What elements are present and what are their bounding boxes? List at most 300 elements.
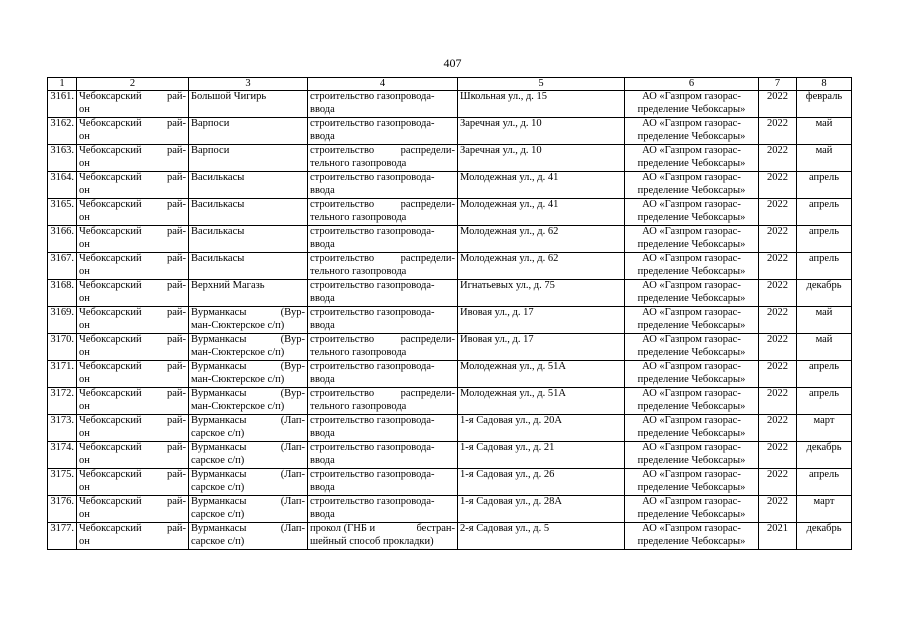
table-row: [48, 145, 852, 172]
address-cell: 2-я Садовая ул., д. 5: [458, 523, 625, 550]
organization-line-2: пределение Чебоксары»: [637, 265, 746, 277]
district-word: Чебоксарский: [79, 469, 142, 480]
settlement-cell: [189, 199, 308, 226]
organization-cell: [625, 145, 759, 172]
settlement-cell: [189, 280, 308, 307]
district-word: Чебоксарский: [79, 523, 142, 534]
year-cell: 2022: [759, 199, 797, 226]
address-cell: Ивовая ул., д. 17: [458, 334, 625, 361]
settlement-cell: [189, 388, 308, 415]
year-cell: 2021: [759, 523, 797, 550]
district-line-2: он: [79, 238, 90, 250]
settlement-line-2: сарское с/п): [191, 481, 245, 493]
work-type-cell: [308, 280, 458, 307]
row-number: 3176.: [48, 496, 77, 523]
month-cell: апрель: [797, 226, 852, 253]
work-type-line-1: строительство: [310, 388, 375, 399]
row-number: 3173.: [48, 415, 77, 442]
district-cell: [77, 361, 189, 388]
district-line-2: он: [79, 184, 90, 196]
row-number: 3166.: [48, 226, 77, 253]
settlement-name: Вурманкасы: [191, 469, 247, 480]
settlement-name: Вурманкасы: [191, 361, 247, 372]
work-type-line-1-end: распредели-: [400, 199, 455, 210]
district-cell: [77, 442, 189, 469]
address-cell: Молодежная ул., д. 41: [458, 199, 625, 226]
month-cell: март: [797, 415, 852, 442]
row-number: 3177.: [48, 523, 77, 550]
address-cell: 1-я Садовая ул., д. 26: [458, 469, 625, 496]
year-cell: 2022: [759, 307, 797, 334]
settlement-cell: [189, 442, 308, 469]
row-number: 3170.: [48, 334, 77, 361]
table-row: [48, 307, 852, 334]
district-hyphen-part: рай-: [166, 199, 186, 210]
month-cell: апрель: [797, 172, 852, 199]
work-type-line-2: тельного газопровода: [310, 265, 407, 277]
settlement-part: (Лап-: [280, 469, 305, 480]
settlement-line-2: ман-Сюктерское с/п): [191, 346, 285, 358]
settlement-cell: [189, 118, 308, 145]
work-type-line-1: строительство газопровода-: [310, 226, 435, 237]
settlement-line-2: ман-Сюктерское с/п): [191, 373, 285, 385]
district-word: Чебоксарский: [79, 307, 142, 318]
organization-line-2: пределение Чебоксары»: [637, 373, 746, 385]
district-word: Чебоксарский: [79, 334, 142, 345]
settlement-cell: [189, 469, 308, 496]
organization-line-2: пределение Чебоксары»: [637, 454, 746, 466]
row-number: 3169.: [48, 307, 77, 334]
row-number: 3163.: [48, 145, 77, 172]
organization-cell: [625, 469, 759, 496]
organization-line-1: АО «Газпром газорас-: [642, 91, 741, 102]
settlement-line-2: ман-Сюктерское с/п): [191, 319, 285, 331]
organization-line-2: пределение Чебоксары»: [637, 427, 746, 439]
year-cell: 2022: [759, 469, 797, 496]
settlement-cell: [189, 91, 308, 118]
district-cell: [77, 280, 189, 307]
organization-line-2: пределение Чебоксары»: [637, 103, 746, 115]
settlement-part: (Вур-: [280, 388, 305, 399]
organization-cell: [625, 280, 759, 307]
district-hyphen-part: рай-: [166, 118, 186, 129]
district-hyphen-part: рай-: [166, 469, 186, 480]
organization-cell: [625, 118, 759, 145]
organization-line-1: АО «Газпром газорас-: [642, 469, 741, 480]
organization-cell: [625, 172, 759, 199]
settlement-cell: [189, 523, 308, 550]
settlement-part: (Лап-: [280, 442, 305, 453]
month-cell: декабрь: [797, 523, 852, 550]
year-cell: 2022: [759, 361, 797, 388]
settlement-name: Большой Чигирь: [191, 91, 267, 102]
organization-line-1: АО «Газпром газорас-: [642, 226, 741, 237]
organization-line-1: АО «Газпром газорас-: [642, 442, 741, 453]
work-type-line-2: ввода: [310, 292, 335, 304]
work-type-cell: [308, 172, 458, 199]
district-hyphen-part: рай-: [166, 361, 186, 372]
month-cell: декабрь: [797, 280, 852, 307]
work-type-line-2: ввода: [310, 481, 335, 493]
district-line-2: он: [79, 481, 90, 493]
organization-line-1: АО «Газпром газорас-: [642, 307, 741, 318]
organization-cell: [625, 415, 759, 442]
district-word: Чебоксарский: [79, 496, 142, 507]
work-type-cell: [308, 442, 458, 469]
organization-line-2: пределение Чебоксары»: [637, 481, 746, 493]
year-cell: 2022: [759, 118, 797, 145]
organization-line-1: АО «Газпром газорас-: [642, 280, 741, 291]
table-row: [48, 253, 852, 280]
settlement-name: Вурманкасы: [191, 496, 247, 507]
month-cell: апрель: [797, 469, 852, 496]
work-type-line-1: строительство газопровода-: [310, 280, 435, 291]
work-type-cell: [308, 91, 458, 118]
work-type-line-2: ввода: [310, 130, 335, 142]
organization-cell: [625, 388, 759, 415]
district-line-2: он: [79, 319, 90, 331]
district-line-2: он: [79, 373, 90, 385]
organization-line-1: АО «Газпром газорас-: [642, 496, 741, 507]
district-cell: [77, 253, 189, 280]
district-line-2: он: [79, 427, 90, 439]
row-number: 3167.: [48, 253, 77, 280]
address-cell: Игнатьевых ул., д. 75: [458, 280, 625, 307]
district-cell: [77, 199, 189, 226]
work-type-line-1-end: распредели-: [400, 388, 455, 399]
district-word: Чебоксарский: [79, 442, 142, 453]
organization-cell: [625, 199, 759, 226]
table-row: [48, 523, 852, 550]
work-type-cell: [308, 199, 458, 226]
work-type-cell: [308, 388, 458, 415]
address-cell: Молодежная ул., д. 62: [458, 226, 625, 253]
header-col-8: 8: [797, 78, 852, 91]
organization-line-2: пределение Чебоксары»: [637, 292, 746, 304]
settlement-part: (Лап-: [280, 496, 305, 507]
work-type-line-1: строительство газопровода-: [310, 442, 435, 453]
district-line-2: он: [79, 508, 90, 520]
settlement-part: (Вур-: [280, 334, 305, 345]
organization-line-2: пределение Чебоксары»: [637, 130, 746, 142]
work-type-line-2: ввода: [310, 427, 335, 439]
district-line-2: он: [79, 103, 90, 115]
settlement-part: (Вур-: [280, 307, 305, 318]
work-type-line-1: строительство: [310, 145, 375, 156]
work-type-cell: [308, 307, 458, 334]
district-cell: [77, 226, 189, 253]
settlement-part: (Вур-: [280, 361, 305, 372]
address-cell: Ивовая ул., д. 17: [458, 307, 625, 334]
year-cell: 2022: [759, 415, 797, 442]
settlement-name: Василькасы: [191, 199, 245, 210]
work-type-line-1: строительство: [310, 334, 375, 345]
organization-line-1: АО «Газпром газорас-: [642, 145, 741, 156]
settlement-name: Вурманкасы: [191, 334, 247, 345]
district-word: Чебоксарский: [79, 388, 142, 399]
work-type-line-2: тельного газопровода: [310, 400, 407, 412]
settlement-part: (Лап-: [280, 523, 305, 534]
row-number: 3168.: [48, 280, 77, 307]
district-word: Чебоксарский: [79, 118, 142, 129]
work-type-line-1: строительство газопровода-: [310, 307, 435, 318]
district-word: Чебоксарский: [79, 91, 142, 102]
district-cell: [77, 334, 189, 361]
district-line-2: он: [79, 130, 90, 142]
organization-cell: [625, 442, 759, 469]
district-hyphen-part: рай-: [166, 307, 186, 318]
district-word: Чебоксарский: [79, 226, 142, 237]
settlement-line-2: сарское с/п): [191, 508, 245, 520]
district-word: Чебоксарский: [79, 199, 142, 210]
district-word: Чебоксарский: [79, 172, 142, 183]
page-number: 407: [443, 56, 462, 70]
work-type-line-1-end: распредели-: [400, 334, 455, 345]
table-row: [48, 361, 852, 388]
district-word: Чебоксарский: [79, 415, 142, 426]
organization-cell: [625, 523, 759, 550]
address-cell: Молодежная ул., д. 51А: [458, 361, 625, 388]
district-hyphen-part: рай-: [166, 280, 186, 291]
month-cell: апрель: [797, 199, 852, 226]
district-line-2: он: [79, 454, 90, 466]
settlement-cell: [189, 415, 308, 442]
district-hyphen-part: рай-: [166, 496, 186, 507]
row-number: 3162.: [48, 118, 77, 145]
district-line-2: он: [79, 346, 90, 358]
district-word: Чебоксарский: [79, 253, 142, 264]
work-type-line-1: строительство: [310, 199, 375, 210]
address-cell: Молодежная ул., д. 41: [458, 172, 625, 199]
work-type-cell: [308, 496, 458, 523]
district-cell: [77, 307, 189, 334]
district-hyphen-part: рай-: [166, 442, 186, 453]
header-col-5: 5: [458, 78, 625, 91]
table-row: [48, 172, 852, 199]
district-hyphen-part: рай-: [166, 145, 186, 156]
settlement-name: Варпоси: [191, 145, 230, 156]
header-col-3: 3: [189, 78, 308, 91]
table-row: [48, 91, 852, 118]
year-cell: 2022: [759, 442, 797, 469]
address-cell: Молодежная ул., д. 62: [458, 253, 625, 280]
work-type-line-1: строительство газопровода-: [310, 172, 435, 183]
district-cell: [77, 145, 189, 172]
row-number: 3175.: [48, 469, 77, 496]
district-line-2: он: [79, 400, 90, 412]
work-type-line-2: ввода: [310, 184, 335, 196]
settlement-name: Вурманкасы: [191, 388, 247, 399]
district-hyphen-part: рай-: [166, 226, 186, 237]
year-cell: 2022: [759, 334, 797, 361]
district-line-2: он: [79, 157, 90, 169]
work-type-line-2: ввода: [310, 319, 335, 331]
work-type-line-2: тельного газопровода: [310, 157, 407, 169]
organization-line-1: АО «Газпром газорас-: [642, 172, 741, 183]
year-cell: 2022: [759, 172, 797, 199]
table-row: [48, 334, 852, 361]
organization-line-2: пределение Чебоксары»: [637, 211, 746, 223]
organization-line-1: АО «Газпром газорас-: [642, 415, 741, 426]
month-cell: февраль: [797, 91, 852, 118]
district-line-2: он: [79, 292, 90, 304]
organization-line-1: АО «Газпром газорас-: [642, 523, 741, 534]
work-type-line-1-end: распредели-: [400, 145, 455, 156]
month-cell: май: [797, 307, 852, 334]
table-row: [48, 226, 852, 253]
organization-line-2: пределение Чебоксары»: [637, 346, 746, 358]
work-type-line-1: строительство газопровода-: [310, 469, 435, 480]
work-type-line-1-end: распредели-: [400, 253, 455, 264]
address-cell: Школьная ул., д. 15: [458, 91, 625, 118]
organization-line-1: АО «Газпром газорас-: [642, 334, 741, 345]
organization-line-2: пределение Чебоксары»: [637, 535, 746, 547]
work-type-line-2: ввода: [310, 373, 335, 385]
month-cell: март: [797, 496, 852, 523]
work-type-line-2: ввода: [310, 454, 335, 466]
settlement-cell: [189, 496, 308, 523]
address-cell: 1-я Садовая ул., д. 20А: [458, 415, 625, 442]
table-row: [48, 469, 852, 496]
organization-line-1: АО «Газпром газорас-: [642, 199, 741, 210]
district-hyphen-part: рай-: [166, 172, 186, 183]
work-type-line-2: тельного газопровода: [310, 346, 407, 358]
settlement-name: Верхний Магазь: [191, 280, 265, 291]
address-cell: 1-я Садовая ул., д. 28А: [458, 496, 625, 523]
settlement-cell: [189, 172, 308, 199]
header-col-6: 6: [625, 78, 759, 91]
year-cell: 2022: [759, 253, 797, 280]
settlement-line-2: сарское с/п): [191, 427, 245, 439]
settlement-cell: [189, 253, 308, 280]
organization-line-2: пределение Чебоксары»: [637, 184, 746, 196]
month-cell: апрель: [797, 361, 852, 388]
organization-cell: [625, 334, 759, 361]
district-cell: [77, 91, 189, 118]
work-type-line-1: строительство газопровода-: [310, 415, 435, 426]
work-type-cell: [308, 118, 458, 145]
header-col-4: 4: [308, 78, 458, 91]
year-cell: 2022: [759, 280, 797, 307]
district-hyphen-part: рай-: [166, 253, 186, 264]
work-type-cell: [308, 226, 458, 253]
organization-line-2: пределение Чебоксары»: [637, 508, 746, 520]
district-cell: [77, 496, 189, 523]
organization-line-1: АО «Газпром газорас-: [642, 253, 741, 264]
organization-cell: [625, 226, 759, 253]
work-type-line-2: ввода: [310, 103, 335, 115]
work-type-line-1: строительство газопровода-: [310, 118, 435, 129]
table-row: [48, 199, 852, 226]
work-type-line-1: строительство газопровода-: [310, 496, 435, 507]
month-cell: май: [797, 145, 852, 172]
work-type-cell: [308, 361, 458, 388]
table-row: [48, 118, 852, 145]
row-number: 3172.: [48, 388, 77, 415]
settlement-name: Вурманкасы: [191, 415, 247, 426]
work-type-line-2: шейный способ прокладки): [310, 535, 434, 547]
settlement-cell: [189, 334, 308, 361]
table-row: [48, 496, 852, 523]
work-type-line-1: строительство газопровода-: [310, 361, 435, 372]
settlement-name: Василькасы: [191, 226, 245, 237]
district-word: Чебоксарский: [79, 145, 142, 156]
work-type-cell: [308, 253, 458, 280]
month-cell: май: [797, 334, 852, 361]
organization-line-2: пределение Чебоксары»: [637, 157, 746, 169]
year-cell: 2022: [759, 145, 797, 172]
settlement-cell: [189, 145, 308, 172]
row-number: 3164.: [48, 172, 77, 199]
table-row: [48, 280, 852, 307]
settlement-line-2: ман-Сюктерское с/п): [191, 400, 285, 412]
settlement-name: Вурманкасы: [191, 442, 247, 453]
year-cell: 2022: [759, 226, 797, 253]
district-word: Чебоксарский: [79, 280, 142, 291]
work-type-line-1: строительство газопровода-: [310, 91, 435, 102]
district-cell: [77, 388, 189, 415]
work-type-cell: [308, 334, 458, 361]
settlement-line-2: сарское с/п): [191, 454, 245, 466]
organization-line-2: пределение Чебоксары»: [637, 319, 746, 331]
settlement-name: Василькасы: [191, 253, 245, 264]
district-hyphen-part: рай-: [166, 334, 186, 345]
organization-line-1: АО «Газпром газорас-: [642, 388, 741, 399]
district-cell: [77, 415, 189, 442]
organization-line-2: пределение Чебоксары»: [637, 400, 746, 412]
month-cell: май: [797, 118, 852, 145]
organization-cell: [625, 307, 759, 334]
organization-line-2: пределение Чебоксары»: [637, 238, 746, 250]
gas-works-table: [47, 77, 852, 550]
district-hyphen-part: рай-: [166, 91, 186, 102]
header-col-2: 2: [77, 78, 189, 91]
organization-cell: [625, 91, 759, 118]
organization-line-1: АО «Газпром газорас-: [642, 118, 741, 129]
work-type-line-1-end: бестран-: [416, 523, 455, 534]
work-type-cell: [308, 523, 458, 550]
work-type-line-1: строительство: [310, 253, 375, 264]
settlement-part: (Лап-: [280, 415, 305, 426]
district-cell: [77, 172, 189, 199]
district-line-2: он: [79, 211, 90, 223]
district-word: Чебоксарский: [79, 361, 142, 372]
table-row: [48, 388, 852, 415]
settlement-cell: [189, 226, 308, 253]
address-cell: Заречная ул., д. 10: [458, 118, 625, 145]
district-cell: [77, 469, 189, 496]
row-number: 3174.: [48, 442, 77, 469]
row-number: 3165.: [48, 199, 77, 226]
work-type-cell: [308, 145, 458, 172]
table-row: [48, 442, 852, 469]
address-cell: Молодежная ул., д. 51А: [458, 388, 625, 415]
settlement-cell: [189, 307, 308, 334]
row-number: 3161.: [48, 91, 77, 118]
district-line-2: он: [79, 265, 90, 277]
settlement-name: Вурманкасы: [191, 307, 247, 318]
settlement-name: Варпоси: [191, 118, 230, 129]
month-cell: апрель: [797, 388, 852, 415]
district-hyphen-part: рай-: [166, 388, 186, 399]
organization-cell: [625, 496, 759, 523]
work-type-line-2: ввода: [310, 508, 335, 520]
settlement-name: Вурманкасы: [191, 523, 247, 534]
settlement-line-2: сарское с/п): [191, 535, 245, 547]
district-hyphen-part: рай-: [166, 415, 186, 426]
district-line-2: он: [79, 535, 90, 547]
address-cell: Заречная ул., д. 10: [458, 145, 625, 172]
